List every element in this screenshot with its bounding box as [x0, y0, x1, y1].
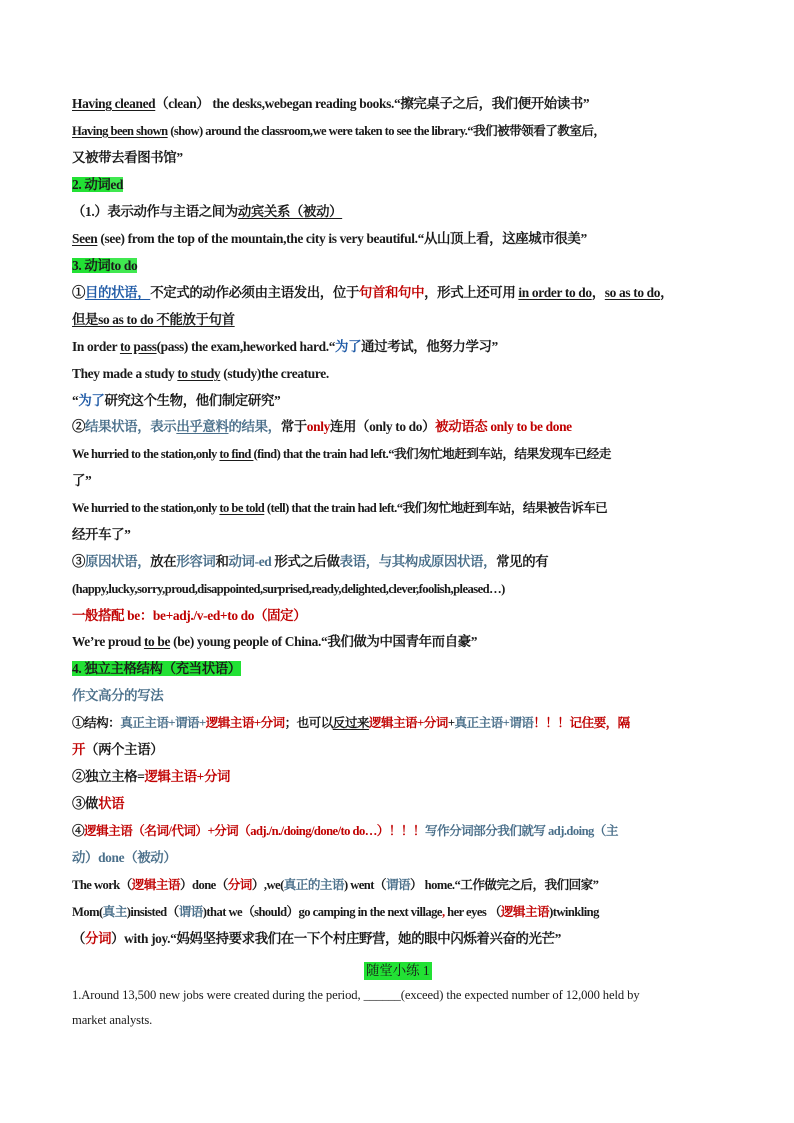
- text-span: 4. 独立主格结构（充当状语）: [72, 661, 241, 676]
- text-span: to study: [177, 366, 221, 381]
- note-line: [72, 714, 630, 732]
- note-line: [72, 930, 561, 948]
- text-span: The work（: [72, 878, 132, 892]
- text-span: (be) young people of China.“我们做为中国青年而自豪”: [170, 634, 478, 649]
- text-span: 3. 动词: [72, 258, 111, 273]
- text-span: 但是so as to do 不能放于句首: [72, 312, 235, 327]
- text-span: 形容词: [176, 554, 216, 569]
- text-span: 作文高分的写法: [72, 688, 164, 703]
- text-span: 分词: [85, 931, 112, 946]
- text-span: ) went（: [343, 878, 386, 892]
- text-span: ！！！: [533, 716, 570, 730]
- text-span: 真正主语+谓语: [454, 716, 534, 730]
- text-span: 谓语: [178, 905, 203, 919]
- text-span: 动）done（被动）: [72, 850, 177, 865]
- note-line: [72, 499, 607, 517]
- text-span: 做: [85, 796, 99, 811]
- text-span: 不定式的动作必须由主语发出，位于: [150, 285, 359, 300]
- text-span: ，形式上还可用: [424, 285, 519, 300]
- text-span: to be: [143, 634, 171, 649]
- text-span: 连用（only to do）: [329, 419, 436, 434]
- text-span: ，: [591, 285, 605, 300]
- text-span: so as to do: [604, 285, 661, 300]
- text-span: 独立主格=: [85, 769, 145, 784]
- text-span: 通过考试，他努力学习”: [361, 339, 498, 354]
- text-span: 句首和句中: [358, 285, 425, 300]
- text-span: ，: [660, 285, 674, 300]
- note-line: [72, 122, 605, 140]
- text-span: We hurried to the station,only: [72, 447, 220, 461]
- text-span: 真主: [102, 905, 127, 919]
- text-span: 逻辑主语: [500, 905, 550, 919]
- text-span: 一般搭配 be：be+adj./v-ed+to do（固定）: [72, 608, 307, 623]
- text-span: ①: [72, 285, 86, 300]
- text-span: 结果状语，表示: [85, 419, 177, 434]
- text-span: （: [72, 931, 86, 946]
- exercise-line-2: market analysts.: [72, 1013, 153, 1027]
- text-span: 逻辑主语: [131, 878, 180, 892]
- text-span: ②: [72, 769, 86, 784]
- text-span: ①: [72, 716, 85, 730]
- text-span: ②: [72, 419, 86, 434]
- note-line: [72, 203, 342, 221]
- text-span: 出乎意料: [176, 419, 229, 434]
- section-title: 随堂小练 1: [366, 963, 430, 978]
- text-span: 被动语态 only to be done: [435, 419, 572, 434]
- text-span: ed: [110, 177, 124, 192]
- text-span: (see) from the top of the mountain,the city is very beautiful.“从山顶上看，这座城市很美”: [97, 231, 587, 246]
- note-line: [72, 795, 124, 813]
- note-line: [72, 633, 477, 651]
- note-line: [72, 230, 587, 248]
- text-span: (pass) the exam,heworked hard.“: [156, 339, 336, 354]
- text-span: 为了: [78, 393, 105, 408]
- text-span: 又被带去看图书馆”: [72, 150, 183, 165]
- text-span: 反过来: [332, 716, 369, 730]
- note-line: [72, 392, 280, 410]
- text-span: (tell) that the train had left.“我们匆忙地赶到车站，结果被告诉车已: [264, 501, 608, 515]
- text-span: 逻辑主语+分词: [144, 769, 231, 784]
- note-line: [72, 687, 163, 705]
- text-span: to pass: [119, 339, 157, 354]
- text-span: （两个主语）: [85, 742, 164, 757]
- text-span: +: [447, 716, 455, 730]
- text-span: ,: [441, 905, 445, 919]
- text-span: 逻辑主语+分词: [368, 716, 448, 730]
- text-span: 2. 动词: [72, 177, 111, 192]
- text-span: to be told: [219, 501, 265, 515]
- note-line: [72, 768, 230, 786]
- text-span: 为了: [335, 339, 362, 354]
- note-line: [72, 257, 137, 275]
- text-span: 研究这个生物，他们制定研究”: [104, 393, 281, 408]
- text-span: Seen: [72, 231, 98, 246]
- text-span: 谓语: [385, 878, 411, 892]
- text-span: (study)the creature.: [220, 366, 329, 381]
- note-line: [72, 472, 91, 490]
- text-span: (happy,lucky,sorry,proud,disappointed,surprised,ready,delighted,clever,foolish,pleased…): [72, 582, 505, 596]
- text-span: only: [306, 419, 330, 434]
- text-span: ，与其构成原因状语，: [365, 554, 497, 569]
- note-line: [72, 418, 572, 436]
- text-span: ③: [72, 796, 86, 811]
- text-span: Having cleaned: [72, 96, 156, 111]
- note-line: [72, 849, 176, 867]
- note-line: [72, 338, 498, 356]
- text-span: 目的状语，: [85, 285, 151, 300]
- text-span: They made a study: [72, 366, 178, 381]
- text-span: to find: [219, 447, 254, 461]
- exercise-line-1: 1.Around 13,500 new jobs were created during the period, ______(exceed) the expected number of 12,000 held by: [72, 988, 640, 1002]
- text-span: In order: [72, 339, 120, 354]
- note-line: [72, 553, 548, 571]
- text-span: ；也可以: [284, 716, 333, 730]
- note-line: [72, 741, 163, 759]
- text-span: 分词: [227, 878, 252, 892]
- text-span: ）with joy.“妈妈坚持要求我们在一下个村庄野营，她的眼中闪烁着兴奋的光芒”: [111, 931, 562, 946]
- note-line: [72, 903, 599, 921]
- text-span: )twinkling: [549, 905, 599, 919]
- text-span: 结构：: [84, 716, 121, 730]
- text-span: We hurried to the station,only: [72, 501, 220, 515]
- text-span: （clean） the desks,webegan reading books.“擦完桌子之后，我们便开始读书”: [155, 96, 590, 111]
- text-span: ） home.“工作做完之后，我们回家”: [410, 878, 599, 892]
- text-span: (find) that the train had left.“我们匆忙地赶到车站，结果发现车已经走: [253, 447, 611, 461]
- text-span: （名词/代词）+分词（adj./n./doing/done/to do…）！！！: [132, 824, 425, 838]
- text-span: ③: [72, 554, 86, 569]
- note-line: [72, 95, 589, 113]
- note-line: [72, 580, 505, 598]
- text-span: 常见的有: [496, 554, 549, 569]
- text-span: “: [72, 393, 79, 408]
- text-span: 开: [72, 742, 86, 757]
- text-span: 表语: [339, 554, 366, 569]
- note-line: [72, 176, 123, 194]
- text-span: 放在: [150, 554, 177, 569]
- text-span: 经开车了”: [72, 527, 131, 542]
- text-span: 动词-ed: [228, 554, 272, 569]
- text-span: 真正的主语: [283, 878, 344, 892]
- text-span: We’re proud: [72, 634, 144, 649]
- text-span: 逻辑主语: [84, 824, 133, 838]
- note-line: [72, 311, 235, 329]
- note-line: [72, 526, 131, 544]
- text-span: 状语: [98, 796, 125, 811]
- text-span: 常于: [280, 419, 307, 434]
- note-line: [72, 876, 598, 894]
- text-span: 原因状语，: [85, 554, 151, 569]
- text-span: (show) around the classroom,we were taken to see the library.“我们被带领看了教室后，: [167, 124, 606, 138]
- text-span: 了”: [72, 473, 92, 488]
- text-span: ）done（: [179, 878, 228, 892]
- text-span: )that we（should）go camping in the next village: [202, 905, 442, 919]
- text-span: ④: [72, 824, 85, 838]
- text-span: ）,we(: [251, 878, 284, 892]
- text-span: 和: [215, 554, 229, 569]
- text-span: 动宾关系（被动）: [237, 204, 343, 219]
- text-span: 写作分词部分我们就写 adj.doing（主: [424, 824, 618, 838]
- note-line: [72, 149, 183, 167]
- text-span: 形式之后做: [271, 554, 340, 569]
- text-span: （1.）表示动作与主语之间为: [72, 204, 238, 219]
- text-span: in order to do: [518, 285, 592, 300]
- text-span: Having been shown: [72, 124, 168, 138]
- text-span: Mom(: [72, 905, 103, 919]
- text-span: 的结果，: [228, 419, 281, 434]
- note-line: [72, 365, 329, 383]
- text-span: 逻辑主语+分词: [205, 716, 285, 730]
- note-line: [72, 445, 611, 463]
- note-line: [72, 660, 241, 678]
- note-line: [72, 607, 306, 625]
- text-span: )insisted（: [126, 905, 179, 919]
- text-span: 真正主语+谓语+: [120, 716, 206, 730]
- note-line: [72, 822, 618, 840]
- text-span: her eyes （: [444, 905, 501, 919]
- text-span: to do: [110, 258, 138, 273]
- text-span: 记住要，隔: [569, 716, 630, 730]
- note-line: [72, 284, 673, 302]
